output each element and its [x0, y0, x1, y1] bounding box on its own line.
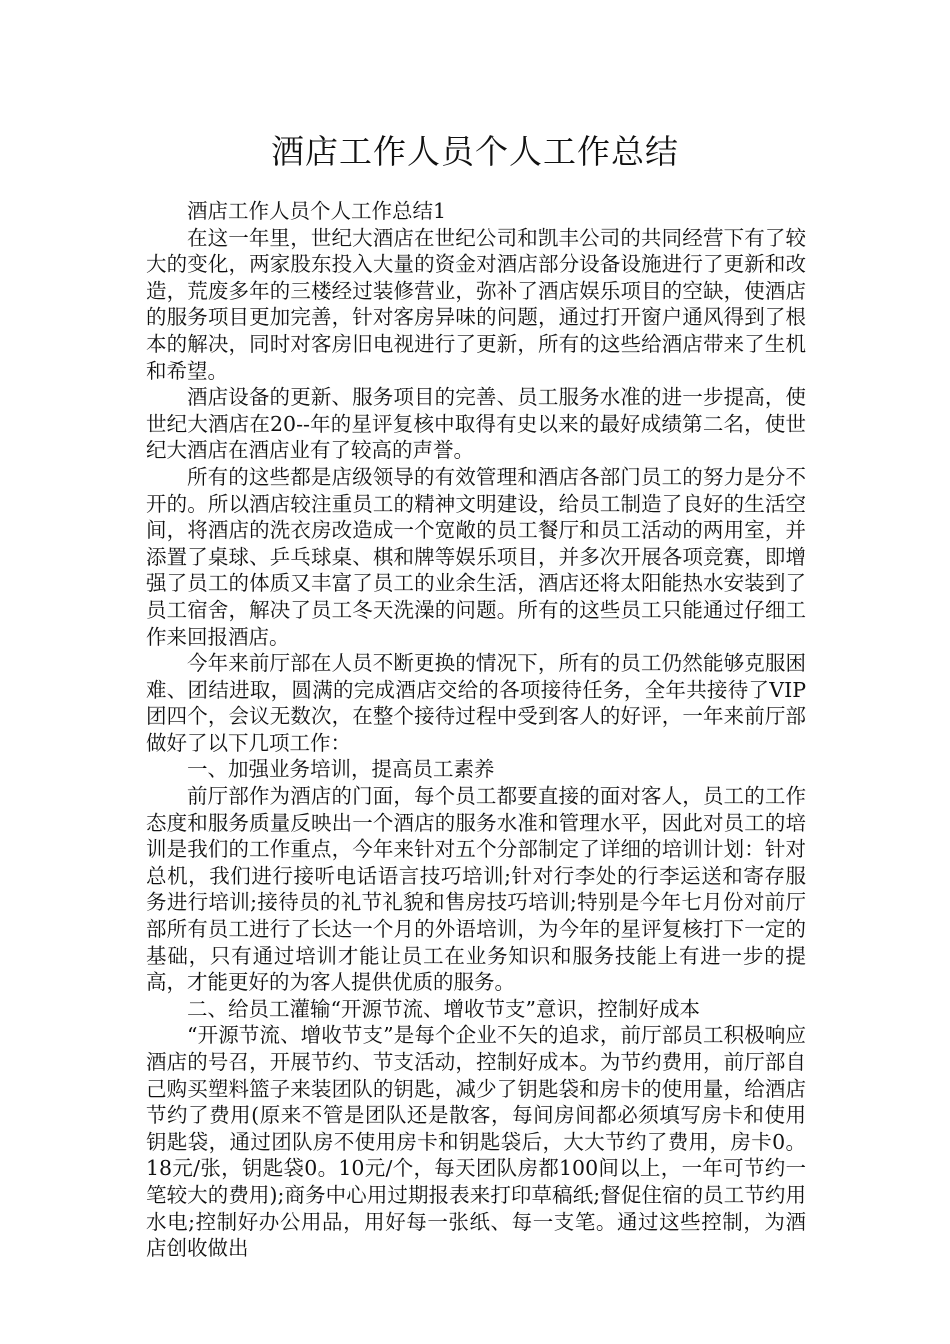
section-heading: 酒店工作人员个人工作总结1 — [187, 199, 447, 223]
paragraph: 在这一年里，世纪大酒店在世纪公司和凯丰公司的共同经营下有了较大的变化，两家股东投入大量的资金对酒店部分设备设施进行了更新和改造，荒废多年的三楼经过装修营业，弥补了酒店娱乐项目的空缺，使酒店的服务项目更加完善，针对客房异味的问题，通过打开窗户通风得到了根本的解决，同时对客房旧电视进行了更新，所有的这些给酒店带来了生机和希望。 — [146, 225, 806, 383]
paragraph: 酒店设备的更新、服务项目的完善、员工服务水准的进一步提高，使世纪大酒店在20--年的星评复核中取得有史以来的最好成绩第二名，使世纪大酒店在酒店业有了较高的声誉。 — [146, 385, 806, 463]
paragraph: 今年来前厅部在人员不断更换的情况下，所有的员工仍然能够克服困难、团结进取，圆满的完成酒店交给的各项接待任务，全年共接待了VIP团四个，会议无数次，在整个接待过程中受到客人的好评，一年来前厅部做好了以下几项工作： — [146, 651, 806, 755]
paragraph: “开源节流、增收节支”是每个企业不矢的追求，前厅部员工积极响应酒店的号召，开展节约、节支活动，控制好成本。为节约费用，前厅部自己购买塑料篮子来装团队的钥匙，减少了钥匙袋和房卡的使用量，给酒店节约了费用(原来不管是团队还是散客，每间房间都必须填写房卡和使用钥匙袋，通过团队房不使用房卡和钥匙袋后，大大节约了费用，房卡0。18元/张，钥匙袋0。10元/个，每天团队房都100间以上，一年可节约一笔较大的费用);商务中心用过期报表来打印草稿纸;督促住宿的员工节约用水电;控制好办公用品，用好每一张纸、每一支笔。通过这些控制，为酒店创收做出 — [146, 1023, 806, 1261]
paragraph: 前厅部作为酒店的门面，每个员工都要直接的面对客人，员工的工作态度和服务质量反映出一个酒店的服务水准和管理水平，因此对员工的培训是我们的工作重点，今年来针对五个分部制定了详细的培训计划：针对总机，我们进行接听电话语言技巧培训;针对行李处的行李运送和寄存服务进行培训;接待员的礼节礼貌和售房技巧培训;特别是今年七月份对前厅部所有员工进行了长达一个月的外语培训，为今年的星评复核打下一定的基础，只有通过培训才能让员工在业务知识和服务技能上有进一步的提高，才能更好的为客人提供优质的服务。 — [146, 784, 806, 995]
document-body — [146, 198, 806, 1262]
section-heading: 二、给员工灌输“开源节流、增收节支”意识，控制好成本 — [187, 996, 700, 1021]
document-title: 酒店工作人员个人工作总结 — [271, 132, 679, 171]
section-heading: 一、加强业务培训，提高员工素养 — [187, 757, 495, 782]
paragraph: 所有的这些都是店级领导的有效管理和酒店各部门员工的努力是分不开的。所以酒店较注重员工的精神文明建设，给员工制造了良好的生活空间，将酒店的洗衣房改造成一个宽敞的员工餐厅和员工活动的两用室，并添置了桌球、乒乓球桌、棋和牌等娱乐项目，并多次开展各项竞赛，即增强了员工的体质又丰富了员工的业余生活，酒店还将太阳能热水安装到了员工宿舍，解决了员工冬天洗澡的问题。所有的这些员工只能通过仔细工作来回报酒店。 — [146, 464, 806, 649]
